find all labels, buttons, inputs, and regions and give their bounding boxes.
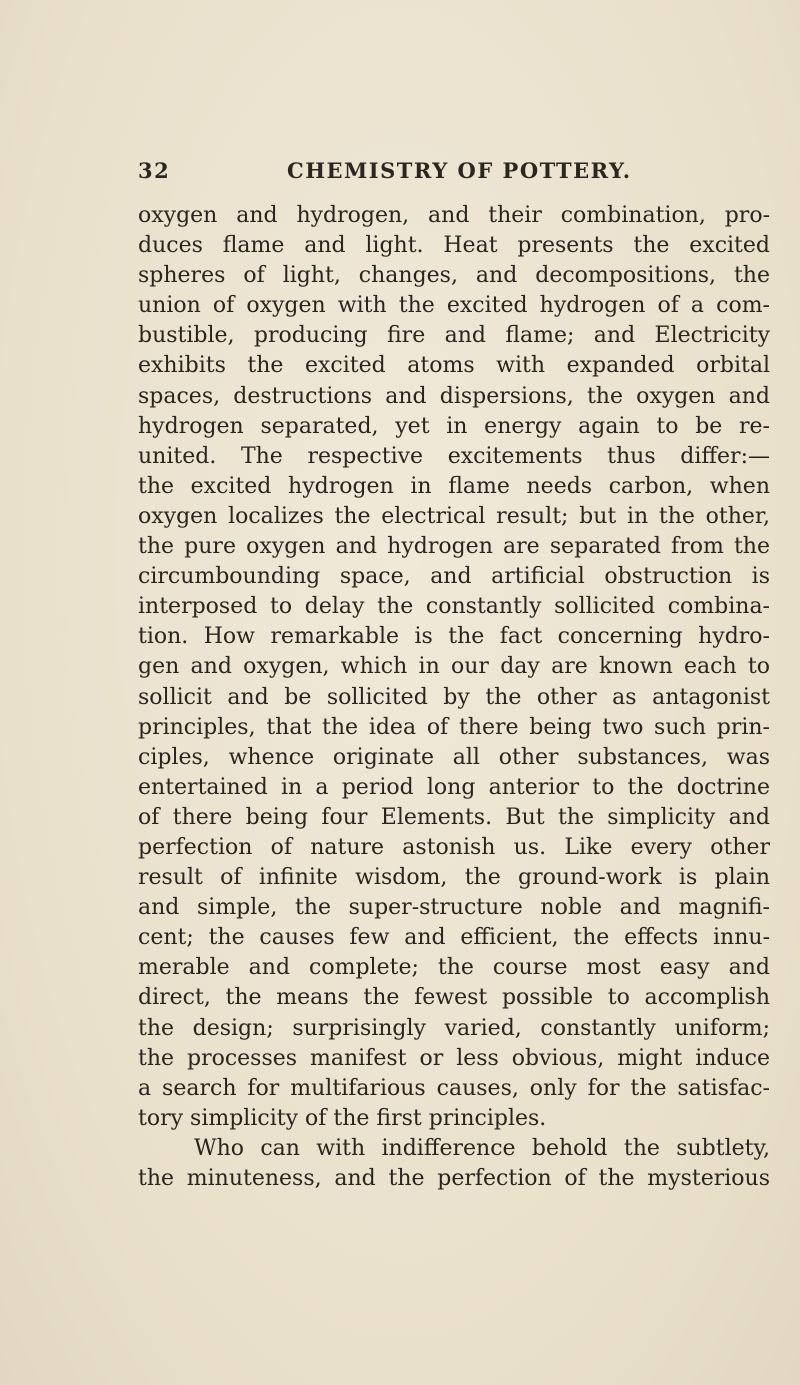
- text-line: gen and oxygen, which in our day are known each to: [138, 654, 770, 680]
- paragraph-end-line: tory simplicity of the first principles.: [138, 1105, 547, 1131]
- text-line: duces flame and light. Heat presents the excited: [138, 233, 770, 259]
- text-line: perfection of nature astonish us. Like every other: [138, 834, 770, 860]
- text-line: merable and complete; the course most easy and: [138, 955, 770, 981]
- text-line: interposed to delay the constantly sollicited combina-: [138, 594, 770, 620]
- text-line: principles, that the idea of there being two such prin-: [138, 714, 770, 740]
- page-number: 32: [138, 158, 171, 183]
- text-line: exhibits the excited atoms with expanded orbital: [138, 353, 770, 379]
- running-title: CHEMISTRY OF POTTERY.: [287, 158, 632, 183]
- book-page: [138, 158, 770, 1194]
- text-line: direct, the means the fewest possible to accomplish: [138, 985, 770, 1011]
- text-line: sollicit and be sollicited by the other as antagonist: [138, 684, 770, 710]
- text-line: the minuteness, and the perfection of the mysterious: [138, 1166, 770, 1191]
- text-line: entertained in a period long anterior to the doctrine: [138, 774, 770, 800]
- text-line: hydrogen separated, yet in energy again to be re-: [138, 413, 770, 439]
- text-line: and simple, the super-structure noble and magnifi-: [138, 895, 770, 921]
- text-line: result of infinite wisdom, the ground-work is plain: [138, 865, 770, 891]
- running-head: [138, 158, 770, 194]
- text-line: spaces, destructions and dispersions, the oxygen and: [138, 383, 770, 409]
- text-line: the design; surprisingly varied, constantly uniform;: [138, 1015, 770, 1041]
- text-line: circumbounding space, and artificial obstruction is: [138, 564, 770, 590]
- text-line: tion. How remarkable is the fact concerning hydro-: [138, 624, 770, 650]
- body-text: [138, 201, 770, 1194]
- text-line: oxygen localizes the electrical result; but in the other,: [138, 503, 770, 529]
- text-line: spheres of light, changes, and decompositions, the: [138, 263, 770, 289]
- text-line: cent; the causes few and efficient, the effects innu-: [138, 925, 770, 951]
- text-line: bustible, producing fire and flame; and Electricity: [138, 323, 770, 349]
- text-line: ciples, whence originate all other substances, was: [138, 744, 770, 770]
- text-line: united. The respective excitements thus differ:—: [138, 443, 770, 469]
- paragraph-start-line: Who can with indifference behold the subtlety,: [194, 1135, 770, 1161]
- text-line: the processes manifest or less obvious, might induce: [138, 1045, 770, 1071]
- text-line: the pure oxygen and hydrogen are separated from the: [138, 534, 770, 560]
- text-line: union of oxygen with the excited hydrogen of a com-: [138, 293, 770, 319]
- text-line: the excited hydrogen in flame needs carbon, when: [138, 473, 770, 499]
- text-line: oxygen and hydrogen, and their combination, pro-: [138, 203, 770, 228]
- text-line: of there being four Elements. But the simplicity and: [138, 804, 770, 830]
- text-line: a search for multifarious causes, only for the satisfac-: [138, 1075, 770, 1101]
